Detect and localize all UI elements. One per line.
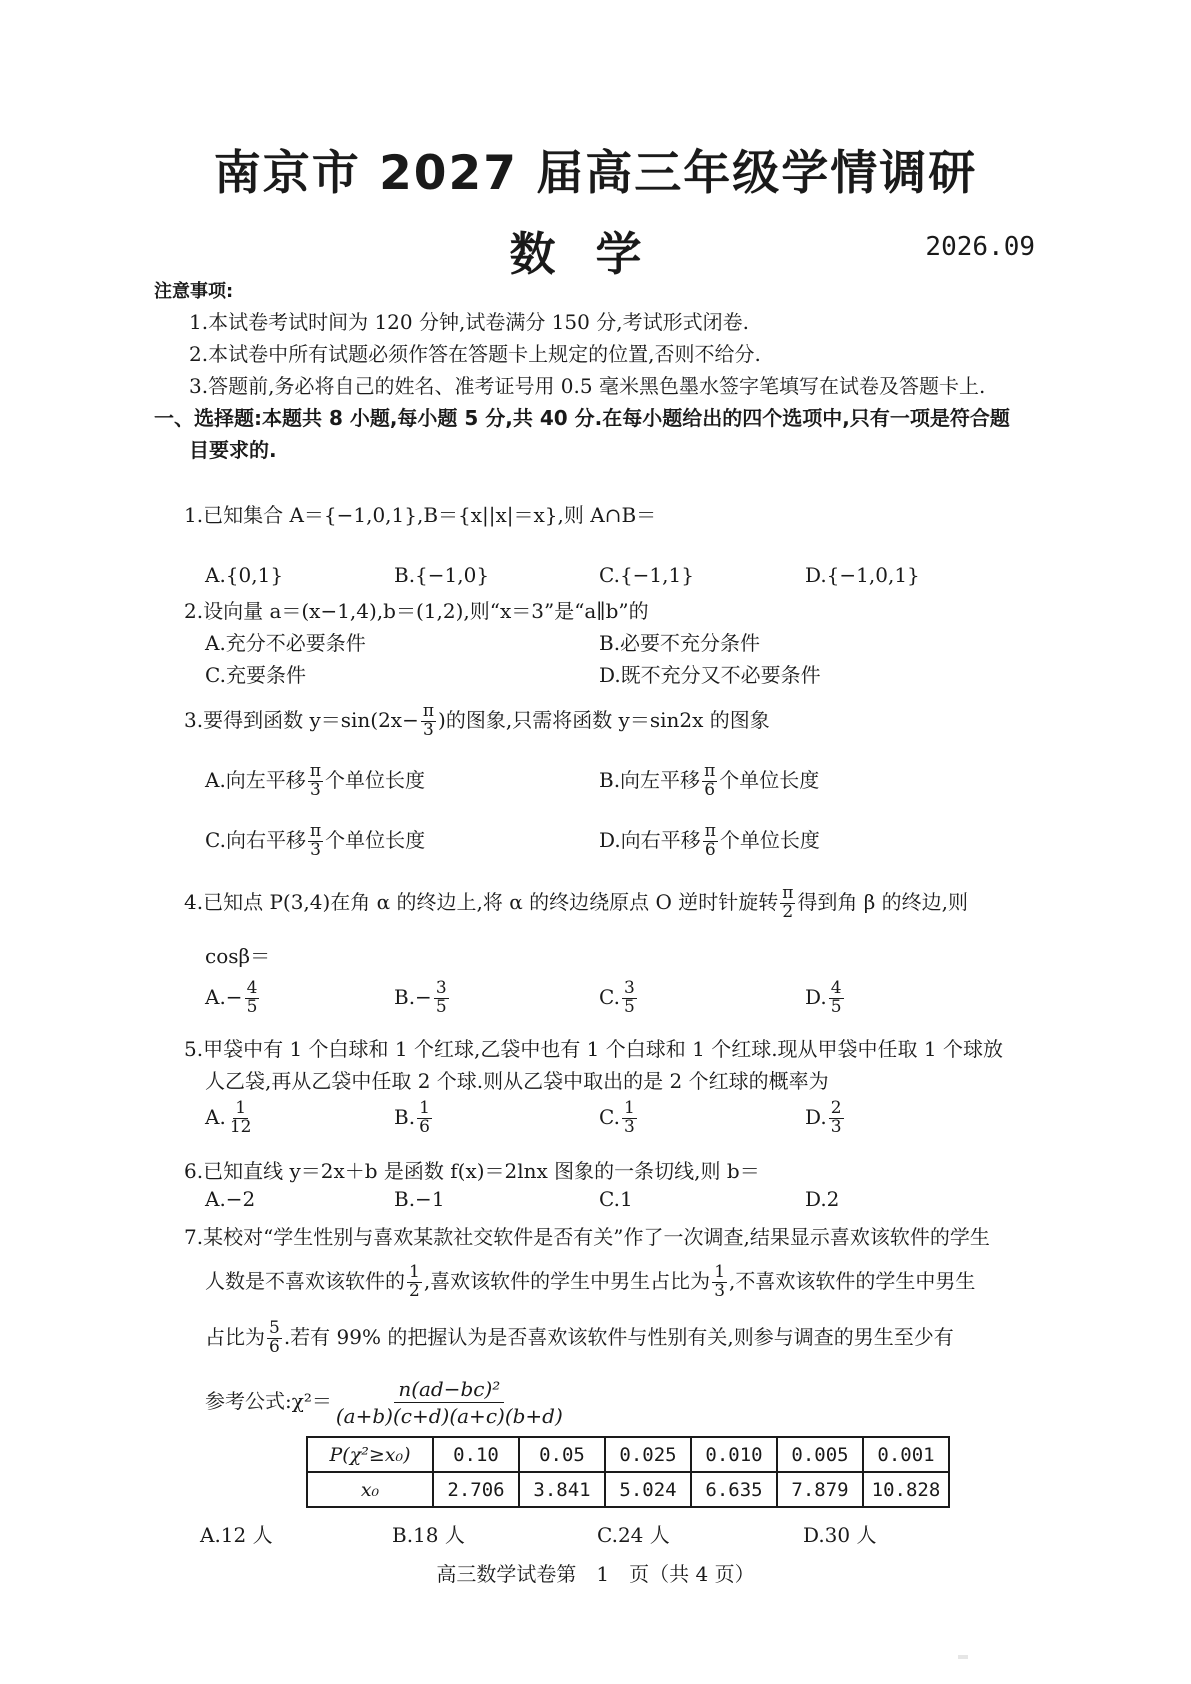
table-cell: 7.879: [777, 1472, 863, 1507]
question-3-option-a: A.向左平移 $\frac{\pi}{3}$ 个单位长度: [205, 761, 425, 800]
table-row-header: P(χ²≥x₀): [307, 1437, 433, 1472]
question-6-option-d: D.2: [805, 1187, 840, 1211]
table-cell: 10.828: [863, 1472, 949, 1507]
fraction: $\frac{3}{5}$: [435, 978, 447, 1017]
question-2-option-b: B.必要不充分条件: [599, 631, 761, 655]
fraction: $\frac{1}{3}$: [623, 1098, 635, 1137]
fraction: $\frac{\pi}{2}$: [782, 883, 794, 922]
critical-value-table: [306, 1436, 950, 1508]
section-heading-line2: 目要求的.: [189, 438, 277, 462]
question-1-option-c: C.{−1,1}: [599, 563, 694, 587]
question-5-option-d: D. $\frac{2}{3}$: [805, 1098, 842, 1137]
question-4-option-d: D. $\frac{4}{5}$: [805, 978, 842, 1017]
table-cell: 2.706: [433, 1472, 519, 1507]
question-7-option-b: B.18 人: [392, 1523, 465, 1547]
question-7-stem-line1: 7.某校对“学生性别与喜欢某款社交软件是否有关”作了一次调查,结果显示喜欢该软件的学生: [184, 1225, 990, 1249]
question-7-stem-line2: 人数是不喜欢该软件的 $\frac{1}{2}$ ,喜欢该软件的学生中男生占比为 $\frac{1}{3}$ ,不喜欢该软件的学生中男生: [205, 1262, 976, 1301]
notice-item-2: 2.本试卷中所有试题必须作答在答题卡上规定的位置,否则不给分.: [189, 342, 761, 366]
table-row: [307, 1472, 949, 1507]
exam-title: 南京市 2027 届高三年级学情调研: [213, 146, 978, 201]
notice-heading: 注意事项:: [154, 281, 234, 302]
fraction: $\frac{\pi}{3}$: [309, 761, 321, 800]
table-cell: 6.635: [691, 1472, 777, 1507]
question-6-stem: 6.已知直线 y＝2x＋b 是函数 f(x)＝2lnx 图象的一条切线,则 b＝: [184, 1159, 760, 1183]
fraction: $\frac{1}{6}$: [419, 1098, 430, 1137]
question-6-option-c: C.1: [599, 1187, 633, 1211]
question-5-option-c: C. $\frac{1}{3}$: [599, 1098, 635, 1137]
question-7-option-c: C.24 人: [597, 1523, 670, 1547]
notice-item-3: 3.答题前,务必将自己的姓名、准考证号用 0.5 毫米黑色墨水签字笔填写在试卷及答题卡上.: [189, 374, 986, 398]
exam-date: 2026.09: [925, 232, 1035, 262]
fraction: $\frac{\pi}{3}$: [309, 821, 322, 860]
question-2-option-d: D.既不充分又不必要条件: [599, 663, 821, 687]
fraction: $\frac{3}{5}$: [623, 978, 635, 1017]
table-cell: 0.05: [519, 1437, 605, 1472]
question-4-option-c: C. $\frac{3}{5}$: [599, 978, 635, 1017]
fraction: $\frac{4}{5}$: [830, 978, 842, 1017]
question-3-option-d: D.向右平移 $\frac{\pi}{6}$ 个单位长度: [599, 821, 820, 860]
table-cell: 3.841: [519, 1472, 605, 1507]
question-7-option-a: A.12 人: [200, 1523, 273, 1547]
question-6-option-a: A.−2: [205, 1187, 256, 1211]
fraction: $\frac{4}{5}$: [246, 978, 258, 1017]
question-3-stem: 3.要得到函数 y＝sin(2x− $\frac{\pi}{3}$ )的图象,只需将函数 y＝sin2x 的图象: [184, 701, 770, 740]
question-4-option-b: B.− $\frac{3}{5}$: [394, 978, 447, 1017]
fraction: $\frac{5}{6}$: [269, 1318, 280, 1357]
table-cell: 0.005: [777, 1437, 863, 1472]
question-5-option-a: A. $\frac{1}{12}$: [205, 1098, 252, 1137]
question-1-stem: 1.已知集合 A＝{−1,0,1},B＝{x||x|＝x},则 A∩B＝: [184, 503, 657, 527]
table-cell: 5.024: [605, 1472, 691, 1507]
question-3-option-b: B.向左平移 $\frac{\pi}{6}$ 个单位长度: [599, 761, 820, 800]
question-4-stem-line2: cosβ＝: [205, 944, 271, 968]
table-cell: 0.010: [691, 1437, 777, 1472]
table-row: [307, 1437, 949, 1472]
question-5-stem-line2: 人乙袋,再从乙袋中任取 2 个球.则从乙袋中取出的是 2 个红球的概率为: [205, 1069, 829, 1093]
question-3-option-c: C.向右平移 $\frac{\pi}{3}$ 个单位长度: [205, 821, 426, 860]
question-5-option-b: B. $\frac{1}{6}$: [394, 1098, 430, 1137]
table-cell: 0.10: [433, 1437, 519, 1472]
fraction: $\frac{1}{12}$: [229, 1098, 252, 1137]
scan-mark: [958, 1655, 968, 1659]
question-2-option-c: C.充要条件: [205, 663, 306, 687]
reference-formula: 参考公式:χ²＝ $\frac{\text{n(ad−bc)²}}{(a+b)(c+d)(a+c)(b+d)}$: [205, 1376, 567, 1429]
question-7-stem-line3: 占比为 $\frac{5}{6}$ .若有 99% 的把握认为是否喜欢该软件与性别有关,则参与调查的男生至少有: [205, 1318, 954, 1357]
question-7-option-d: D.30 人: [803, 1523, 877, 1547]
table-cell: 0.001: [863, 1437, 949, 1472]
fraction: $\frac{2}{3}$: [830, 1098, 842, 1137]
question-6-option-b: B.−1: [394, 1187, 445, 1211]
table-row-header: x₀: [307, 1472, 433, 1507]
notice-item-1: 1.本试卷考试时间为 120 分钟,试卷满分 150 分,考试形式闭卷.: [189, 310, 749, 334]
question-2-stem: 2.设向量 a＝(x−1,4),b＝(1,2),则“x＝3”是“a∥b”的: [184, 599, 649, 623]
fraction: $\frac{\pi}{6}$: [704, 821, 716, 860]
table-cell: 0.025: [605, 1437, 691, 1472]
question-1-option-b: B.{−1,0}: [394, 563, 490, 587]
fraction: $\frac{1}{3}$: [714, 1262, 726, 1301]
question-4-stem: 4.已知点 P(3,4)在角 α 的终边上,将 α 的终边绕原点 O 逆时针旋转 $\frac{\pi}{2}$ 得到角 β 的终边,则: [184, 883, 969, 922]
page-footer: 高三数学试卷第 1 页（共 4 页）: [436, 1562, 755, 1586]
question-4-option-a: A.− $\frac{4}{5}$: [205, 978, 258, 1017]
fraction: $\frac{\pi}{6}$: [704, 761, 716, 800]
question-5-stem-line1: 5.甲袋中有 1 个白球和 1 个红球,乙袋中也有 1 个白球和 1 个红球.现从甲袋中任取 1 个球放: [184, 1037, 1003, 1061]
fraction: $\frac{1}{2}$: [409, 1262, 420, 1301]
question-2-option-a: A.充分不必要条件: [205, 631, 366, 655]
fraction: $\frac{\pi}{3}$: [422, 701, 435, 740]
question-1-option-d: D.{−1,0,1}: [805, 563, 920, 587]
question-1-option-a: A.{0,1}: [205, 563, 284, 587]
exam-subject: 数学: [509, 227, 682, 281]
formula-fraction: $\frac{\text{n(ad−bc)²}}{(a+b)(c+d)(a+c)(b+d)}$: [335, 1377, 563, 1428]
section-heading-line1: 一、选择题:本题共 8 小题,每小题 5 分,共 40 分.在每小题给出的四个选项中,只有一项是符合题: [154, 406, 1010, 430]
